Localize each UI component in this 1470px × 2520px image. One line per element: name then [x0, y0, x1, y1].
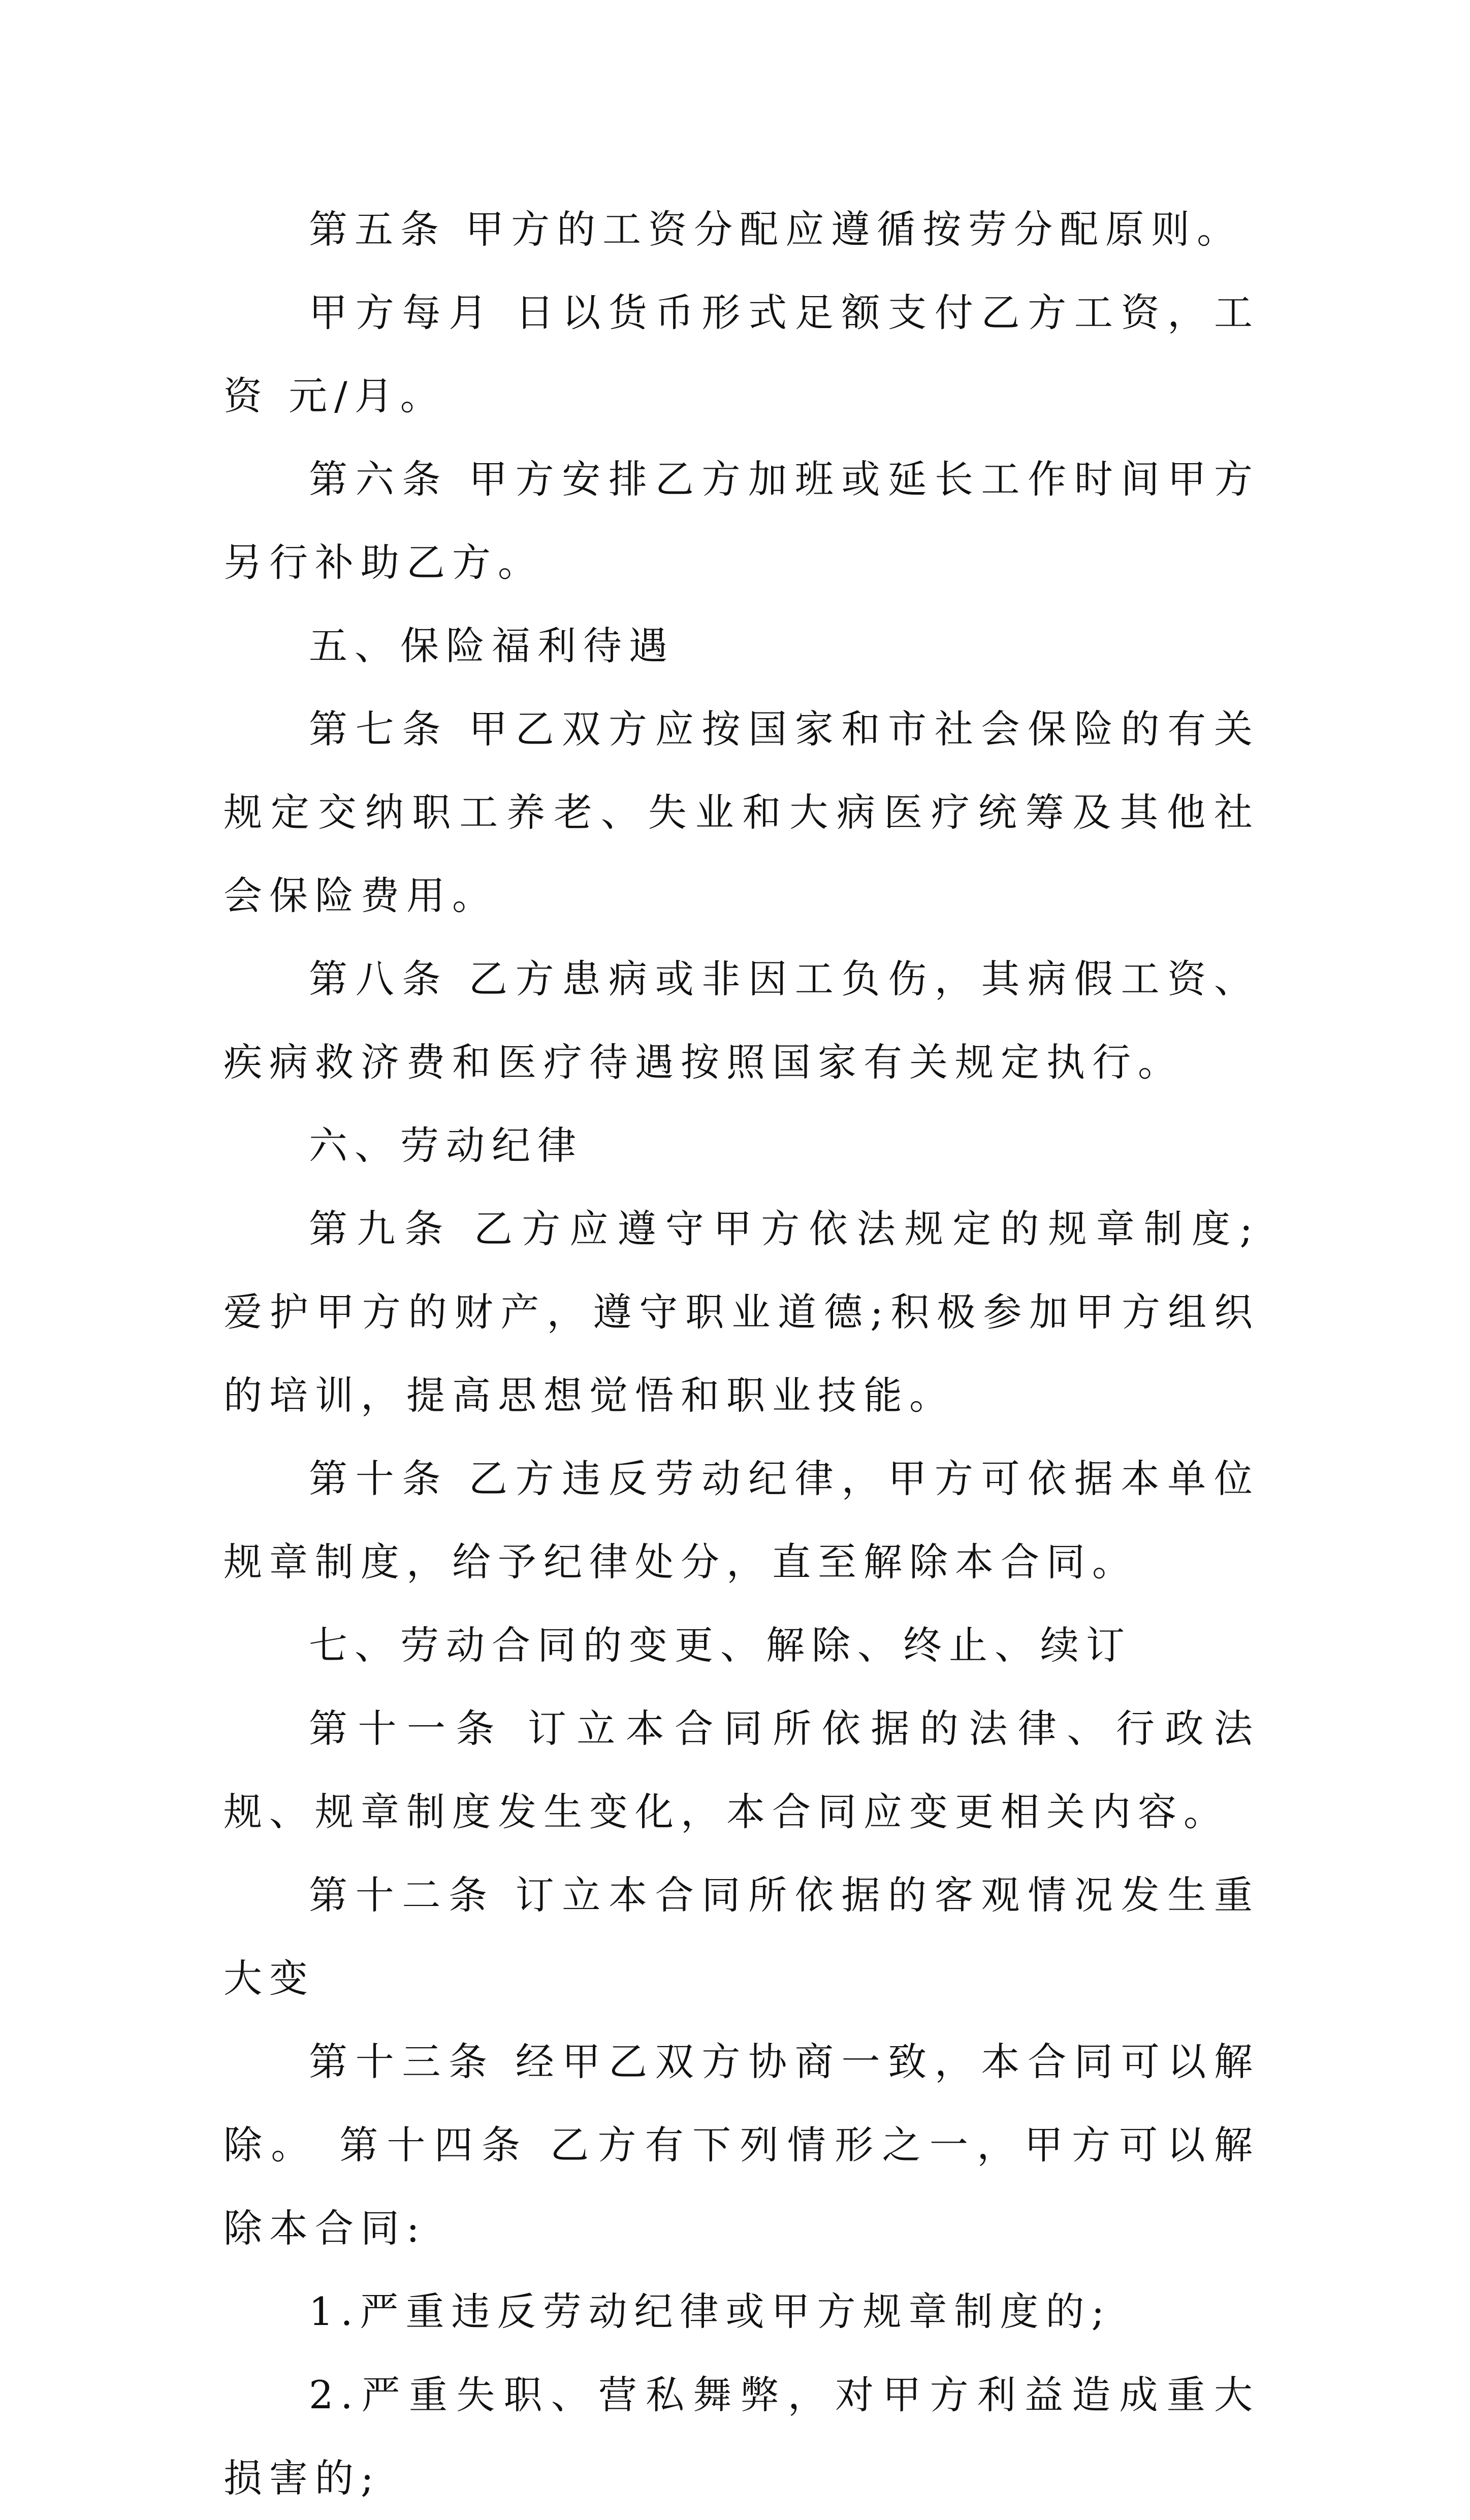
paragraph-article-11: 第十一条 订立本合同所依据的法律、行政法规、规章制度发生变化，本合同应变更相关内容。	[223, 1706, 1260, 1834]
paragraph-article-9: 第九条 乙方应遵守甲方依法规定的规章制度;爱护甲方的财产，遵守职业道德;积极参加甲方组织的培训，提高思想觉悟和职业技能。	[223, 1206, 1260, 1418]
paragraph-article-8: 第八条 乙方患病或非因工负伤，其病假工资、疾病救济费和医疗待遇按照国家有关规定执行。	[223, 956, 1260, 1085]
paragraph-article-7: 第七条 甲乙双方应按国家和市社会保险的有关规定交纳职工养老、失业和大病医疗统筹及其他社会保险费用。	[223, 706, 1260, 918]
paragraph-salary-payment: 甲方每月 日以货币形式足额支付乙方工资，工资 元/月。	[223, 290, 1260, 418]
paragraph-article-10: 第十条 乙方违反劳动纪律，甲方可依据本单位规章制度，给予纪律处分，直至解除本合同。	[223, 1456, 1260, 1585]
paragraph-article-5: 第五条 甲方的工资分配应遵循按劳分配原则。	[309, 207, 1243, 252]
list-item-1: 1.严重违反劳动纪律或甲方规章制度的;	[309, 2289, 1112, 2334]
document-body	[223, 188, 1260, 2520]
paragraph-article-6: 第六条 甲方安排乙方加班或延长工作时间甲方另行补助乙方。	[223, 457, 1260, 585]
section-heading-insurance-benefits: 五、保险福利待遇	[309, 623, 675, 668]
paragraph-article-12: 第十二条 订立本合同所依据的客观情况发生重大变	[223, 1872, 1260, 2001]
section-heading-labor-discipline: 六、劳动纪律	[309, 1123, 583, 1168]
list-item-2: 2.严重失职、营私舞弊，对甲方利益造成重大损害的;	[223, 2372, 1260, 2501]
paragraph-article-13-14: 第十三条 经甲乙双方协商一致，本合同可以解除。 第十四条 乙方有下列情形之一，甲方可以解除本合同:	[223, 2039, 1260, 2251]
section-heading-contract-changes: 七、劳动合同的变更、解除、终止、续订	[309, 1623, 1132, 1668]
